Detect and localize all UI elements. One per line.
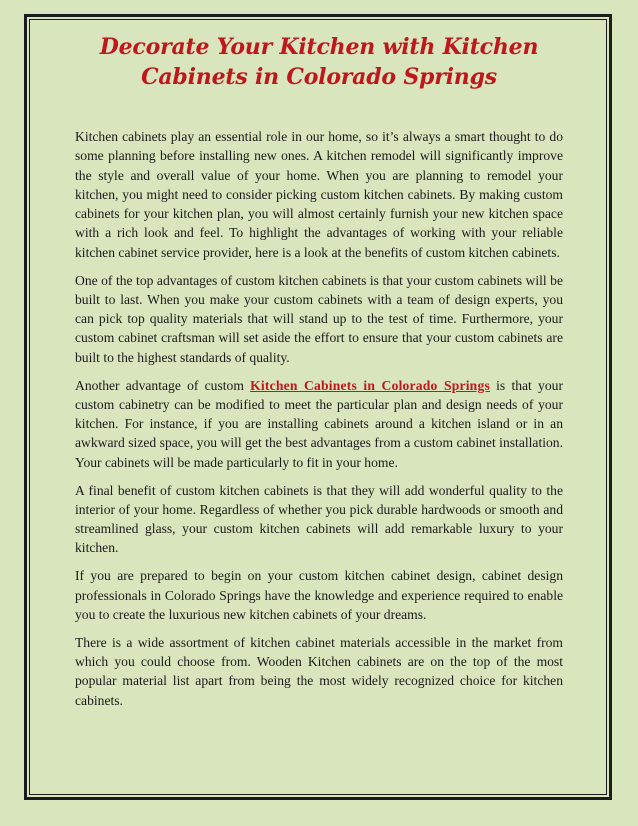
- paragraph-intro: Kitchen cabinets play an essential role in our home, so it’s always a smart thought to do some planning before installing new ones. A kitchen remodel will significantly improve the style and overall value of your home. When you are planning to remodel your kitchen, you might need to consider picking custom kitchen cabinets. By making custom cabinets for your kitchen plan, you will almost certainly furnish your new kitchen space with a rich look and feel. To highlight the advantages of working with your reliable kitchen cabinet service provider, here is a look at the benefits of custom kitchen cabinets.: [75, 129, 563, 260]
- paragraph-materials: There is a wide assortment of kitchen cabinet materials accessible in the market from which you could choose from. Wooden Kitchen cabinets are on the top of the most popular material list apart from being the most widely recognized choice for kitchen cabinets.: [75, 634, 563, 708]
- paragraph-quality: A final benefit of custom kitchen cabinets is that they will add wonderful quality to the interior of your home. Regardless of whether you pick durable hardwoods or smooth and streamlined glass, your custom kitchen cabinets will add remarkable luxury to your kitchen.: [75, 482, 563, 556]
- paragraph-built-to-last: One of the top advantages of custom kitchen cabinets is that your custom cabinets will be built to last. When you make your custom cabinets with a team of design experts, you can pick top quality materials that will stand up to the test of time. Furthermore, your custom cabinet craftsman will set aside the effort to ensure that your custom cabinets are built to the highest standards of quality.: [75, 272, 563, 365]
- paragraph-customization: [75, 376, 563, 472]
- paragraph-customization-rest: is that your custom cabinetry can be modified to meet the particular plan and design needs of your kitchen. For instance, if you are installing cabinets around a kitchen island or in an awkward sized space, you will get the best advantages from a custom cabinet installation. Your cabinets will be made particularly to fit in your home.: [75, 377, 563, 470]
- document-title: Decorate Your Kitchen with Kitchen Cabinets in Colorado Springs: [99, 34, 539, 90]
- paragraph-customization-lead: Another advantage of custom: [75, 377, 251, 393]
- paragraph-professionals: If you are prepared to begin on your custom kitchen cabinet design, cabinet design professionals in Colorado Springs have the knowledge and experience required to enable you to create the luxurious new kitchen cabinets of your dreams.: [75, 568, 563, 622]
- kitchen-cabinets-colorado-springs-link[interactable]: Kitchen Cabinets in Colorado Springs: [250, 377, 490, 393]
- document-body: [75, 127, 563, 718]
